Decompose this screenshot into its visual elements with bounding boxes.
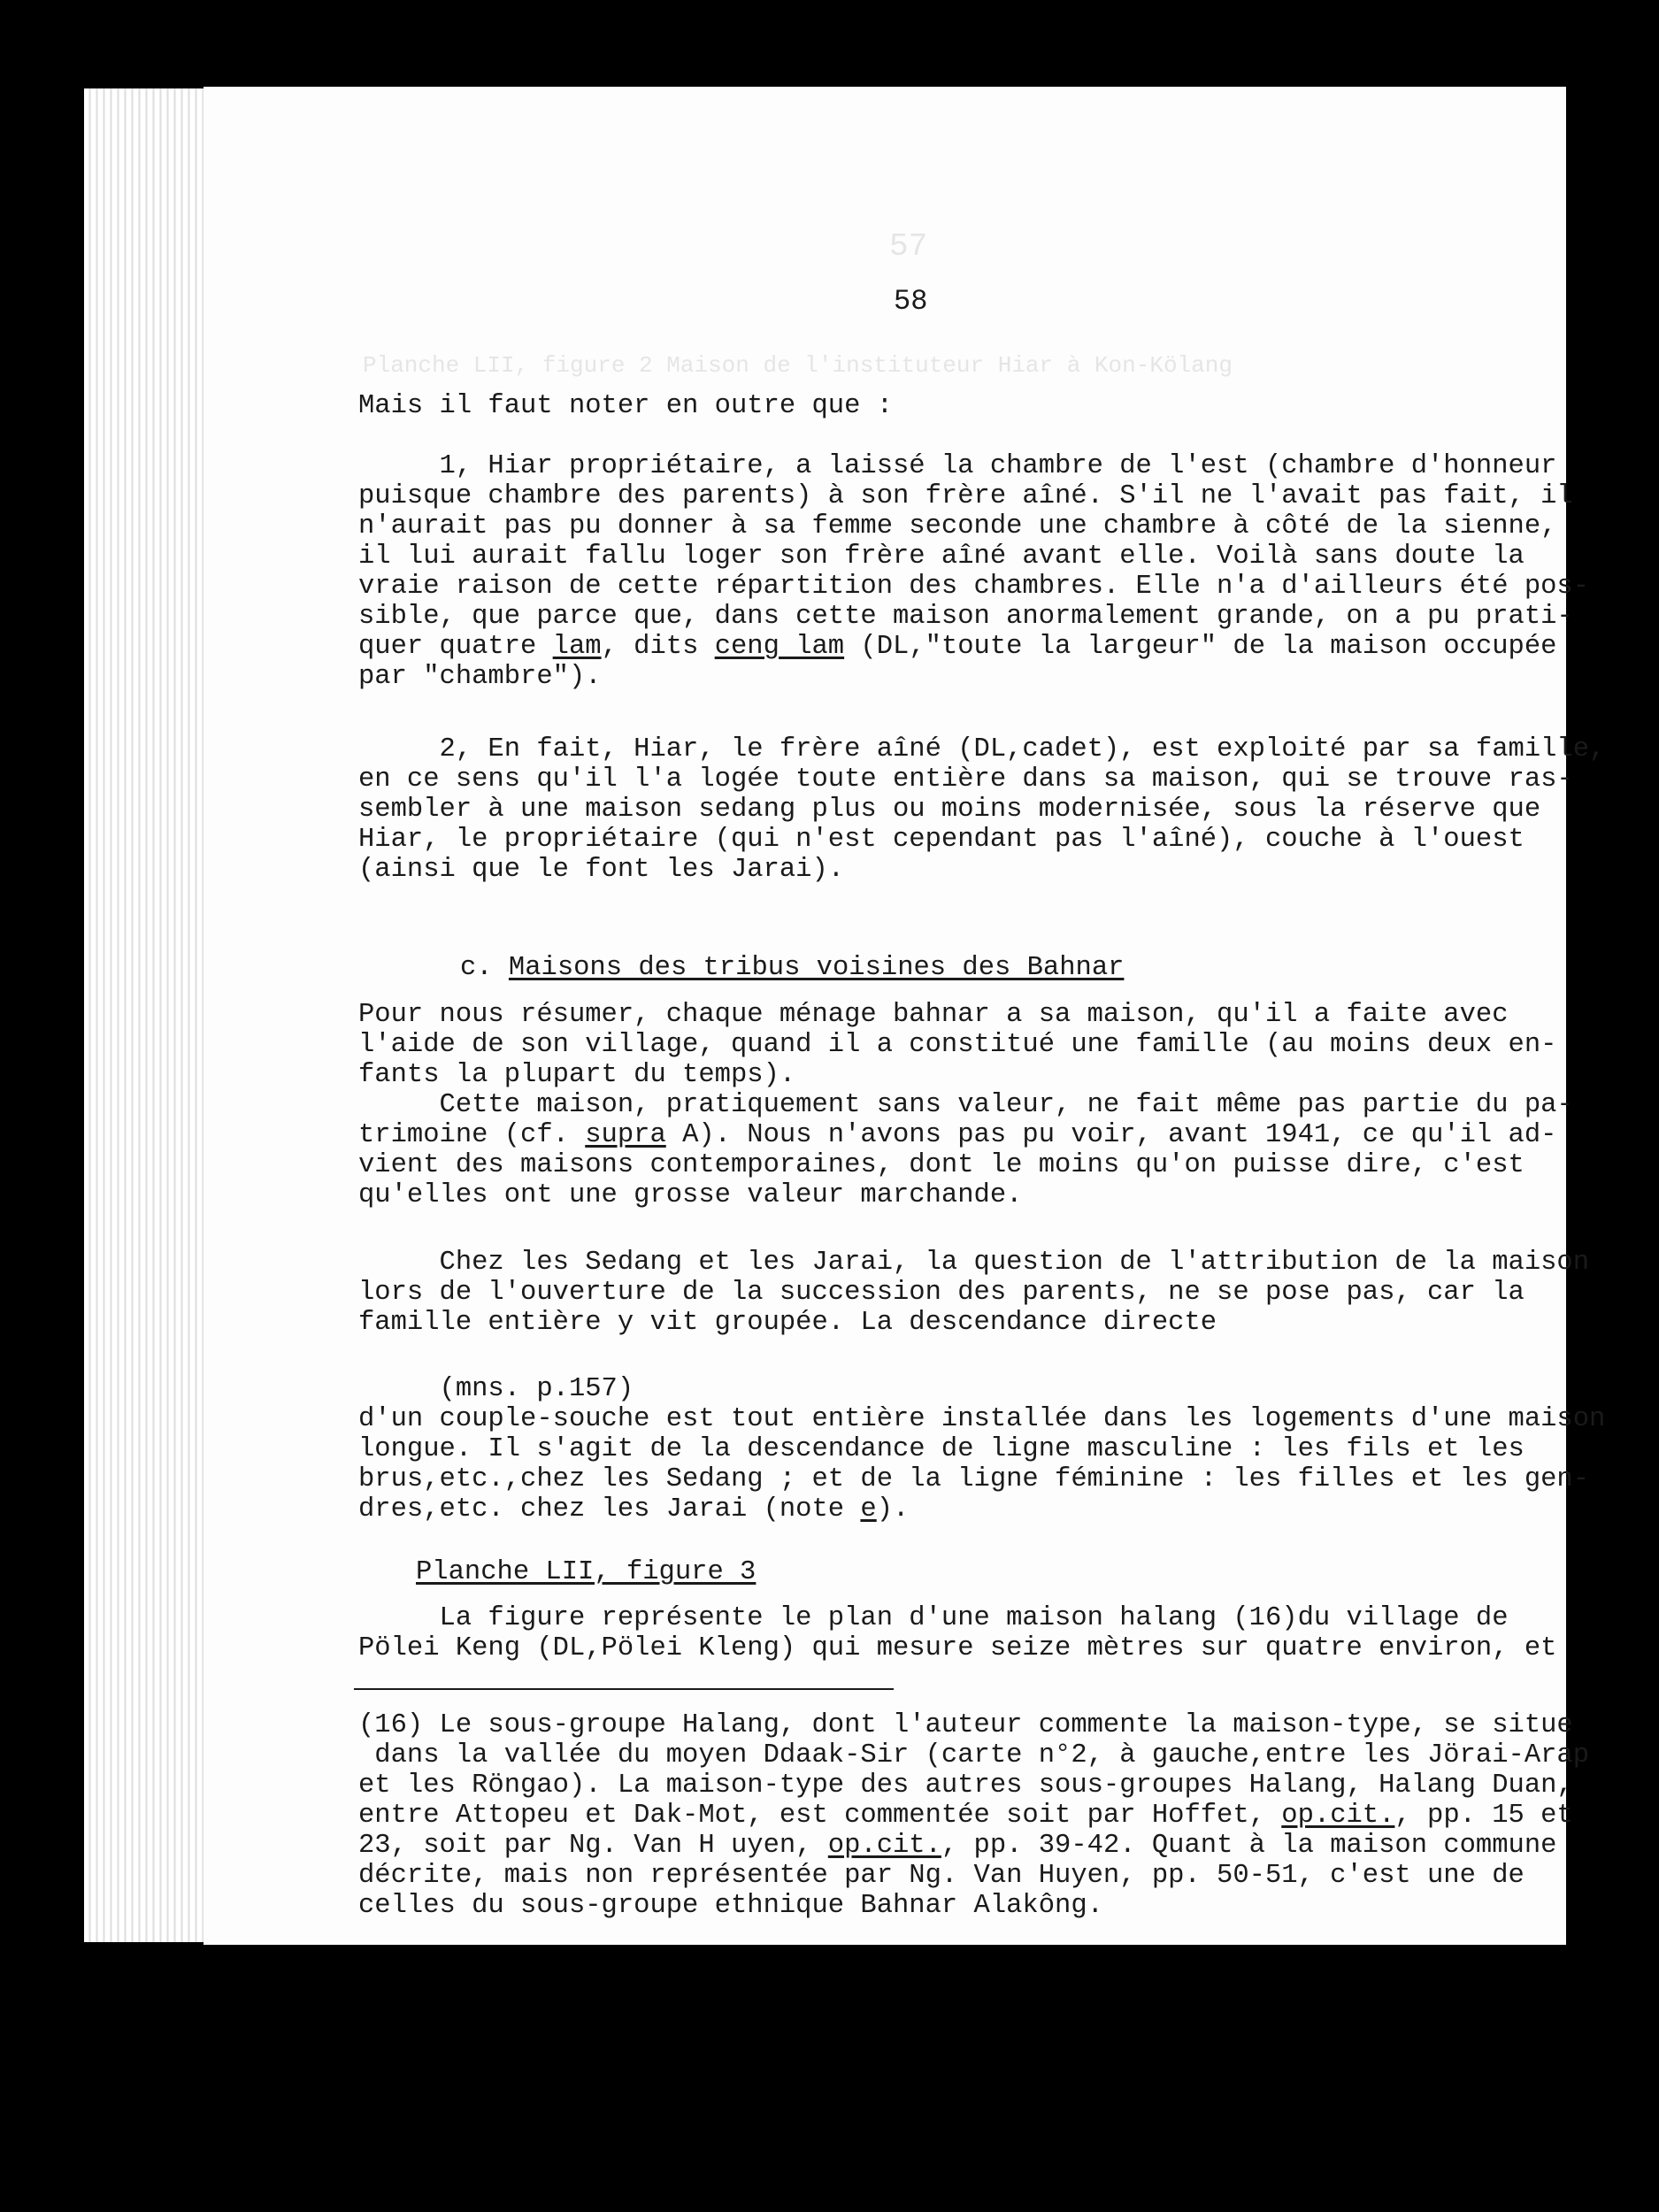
text-line: puisque chambre des parents) à son frère aîné. S'il ne l'avait pas fait, il	[358, 481, 1573, 511]
underlined-term-lam: lam	[552, 632, 602, 662]
text-line: fants la plupart du temps).	[358, 1060, 796, 1090]
footnote-16	[358, 1710, 1590, 1951]
text-line: Chez les Sedang et les Jarai, la question de l'attribution de la maison	[358, 1248, 1590, 1278]
text-line-with-citation	[358, 1831, 1556, 1861]
book-page-edges	[84, 88, 217, 1942]
text-line: dans la vallée du moyen Ddaak-Sir (carte n°2, à gauche,entre les Jörai-Arap	[358, 1740, 1590, 1770]
text-line: 2, En fait, Hiar, le frère aîné (DL,cadet), est exploité par sa famille,	[358, 734, 1606, 764]
underlined-term-ceng-lam: ceng lam	[714, 632, 845, 662]
text-line: (16) Le sous-groupe Halang, dont l'auteur commente la maison-type, se situe	[358, 1710, 1573, 1740]
text-segment: 23, soit par Ng. Van H uyen,	[358, 1831, 828, 1861]
underlined-note-letter: e	[860, 1494, 877, 1525]
text-line: longue. Il s'agit de la descendance de ligne masculine : les fils et les	[358, 1434, 1525, 1464]
text-line: Mais il faut noter en outre que :	[358, 391, 893, 421]
text-segment: , dits	[601, 632, 715, 662]
text-line: décrite, mais non représentée par Ng. Van Huyen, pp. 50-51, c'est une de	[358, 1861, 1525, 1891]
text-line: lors de l'ouverture de la succession des parents, ne se pose pas, car la	[358, 1278, 1525, 1308]
citation-op-cit: op.cit.	[1281, 1801, 1395, 1831]
section-heading-title: Maisons des tribus voisines des Bahnar	[508, 953, 1125, 983]
text-line: il lui aurait fallu loger son frère aîné avant elle. Voilà sans doute la	[358, 541, 1525, 572]
text-line: Pour nous résumer, chaque ménage bahnar a sa maison, qu'il a faite avec	[358, 1000, 1509, 1030]
text-line: qu'elles ont une grosse valeur marchande.	[358, 1180, 1023, 1210]
text-line: Hiar, le propriétaire (qui n'est cependant pas l'aîné), couche à l'ouest	[358, 825, 1525, 855]
text-line: (mns. p.157)	[358, 1374, 634, 1404]
text-segment: dres,etc. chez les Jarai (note	[358, 1494, 861, 1525]
text-line-with-term	[358, 1120, 1556, 1150]
text-line-with-note	[358, 1494, 909, 1525]
text-line: sible, que parce que, dans cette maison anormalement grande, on a pu prati-	[358, 602, 1573, 632]
text-segment: trimoine (cf.	[358, 1120, 586, 1150]
text-line: sembler à une maison sedang plus ou moins modernisée, sous la réserve que	[358, 795, 1541, 825]
text-line: celles du sous-groupe ethnique Bahnar Alakông.	[358, 1891, 1103, 1921]
paragraph-intro	[358, 391, 1500, 451]
section-heading-prefix: c.	[460, 953, 509, 983]
bleed-through-page-number: 57	[889, 228, 928, 265]
plate-heading-text: Planche LII, figure 3	[416, 1557, 757, 1587]
text-line-with-terms	[358, 632, 1556, 662]
text-line: (ainsi que le font les Jarai).	[358, 855, 845, 885]
paragraph-descendance	[358, 1404, 1606, 1555]
text-segment: (DL,"toute la largeur" de la maison occupée	[844, 632, 1557, 662]
paragraph-point-1	[358, 451, 1590, 722]
text-segment: , pp. 39-42. Quant à la maison commune	[941, 1831, 1557, 1861]
paragraph-sedang-jarai	[358, 1248, 1590, 1368]
text-line: famille entière y vit groupée. La descendance directe	[358, 1308, 1217, 1338]
citation-op-cit: op.cit.	[827, 1831, 941, 1861]
text-line: et les Röngao). La maison-type des autres sous-groupes Halang, Halang Duan,	[358, 1770, 1573, 1801]
text-line: La figure représente le plan d'une maison halang (16)du village de	[358, 1603, 1509, 1633]
paragraph-summary	[358, 1000, 1573, 1240]
text-segment: , pp. 15 et	[1394, 1801, 1573, 1831]
text-segment: entre Attopeu et Dak-Mot, est commentée soit par Hoffet,	[358, 1801, 1282, 1831]
text-segment: quer quatre	[358, 632, 553, 662]
paragraph-point-2	[358, 734, 1606, 915]
text-line: Pölei Keng (DL,Pölei Kleng) qui mesure seize mètres sur quatre environ, et	[358, 1633, 1557, 1663]
text-line-with-citation	[358, 1801, 1573, 1831]
text-line: 1, Hiar propriétaire, a laissé la chambre de l'est (chambre d'honneur	[358, 451, 1557, 481]
text-line: d'un couple-souche est tout entière installée dans les logements d'une maison	[358, 1404, 1606, 1434]
bleed-through-heading: Planche LII, figure 2 Maison de l'instituteur Hiar à Kon-Kölang	[363, 352, 1233, 379]
text-line: vient des maisons contemporaines, dont le moins qu'on puisse dire, c'est	[358, 1150, 1525, 1180]
text-line: par "chambre").	[358, 662, 602, 692]
text-segment: ).	[876, 1494, 910, 1525]
text-line: brus,etc.,chez les Sedang ; et de la ligne féminine : les filles et les gen-	[358, 1464, 1590, 1494]
paragraph-plate-description	[358, 1603, 1557, 1694]
section-heading-line	[460, 953, 1124, 983]
text-line: en ce sens qu'il l'a logée toute entière dans sa maison, qui se trouve ras-	[358, 764, 1573, 795]
underlined-term-supra: supra	[585, 1120, 666, 1150]
page-number: 58	[894, 285, 928, 318]
footnote-separator	[354, 1688, 894, 1690]
text-line: l'aide de son village, quand il a constitué une famille (au moins deux en-	[358, 1030, 1557, 1060]
text-line: n'aurait pas pu donner à sa femme seconde une chambre à côté de la sienne,	[358, 511, 1557, 541]
text-line: vraie raison de cette répartition des chambres. Elle n'a d'ailleurs été pos-	[358, 572, 1590, 602]
text-line: Cette maison, pratiquement sans valeur, ne fait même pas partie du pa-	[358, 1090, 1573, 1120]
text-segment: A). Nous n'avons pas pu voir, avant 1941, ce qu'il ad-	[665, 1120, 1557, 1150]
